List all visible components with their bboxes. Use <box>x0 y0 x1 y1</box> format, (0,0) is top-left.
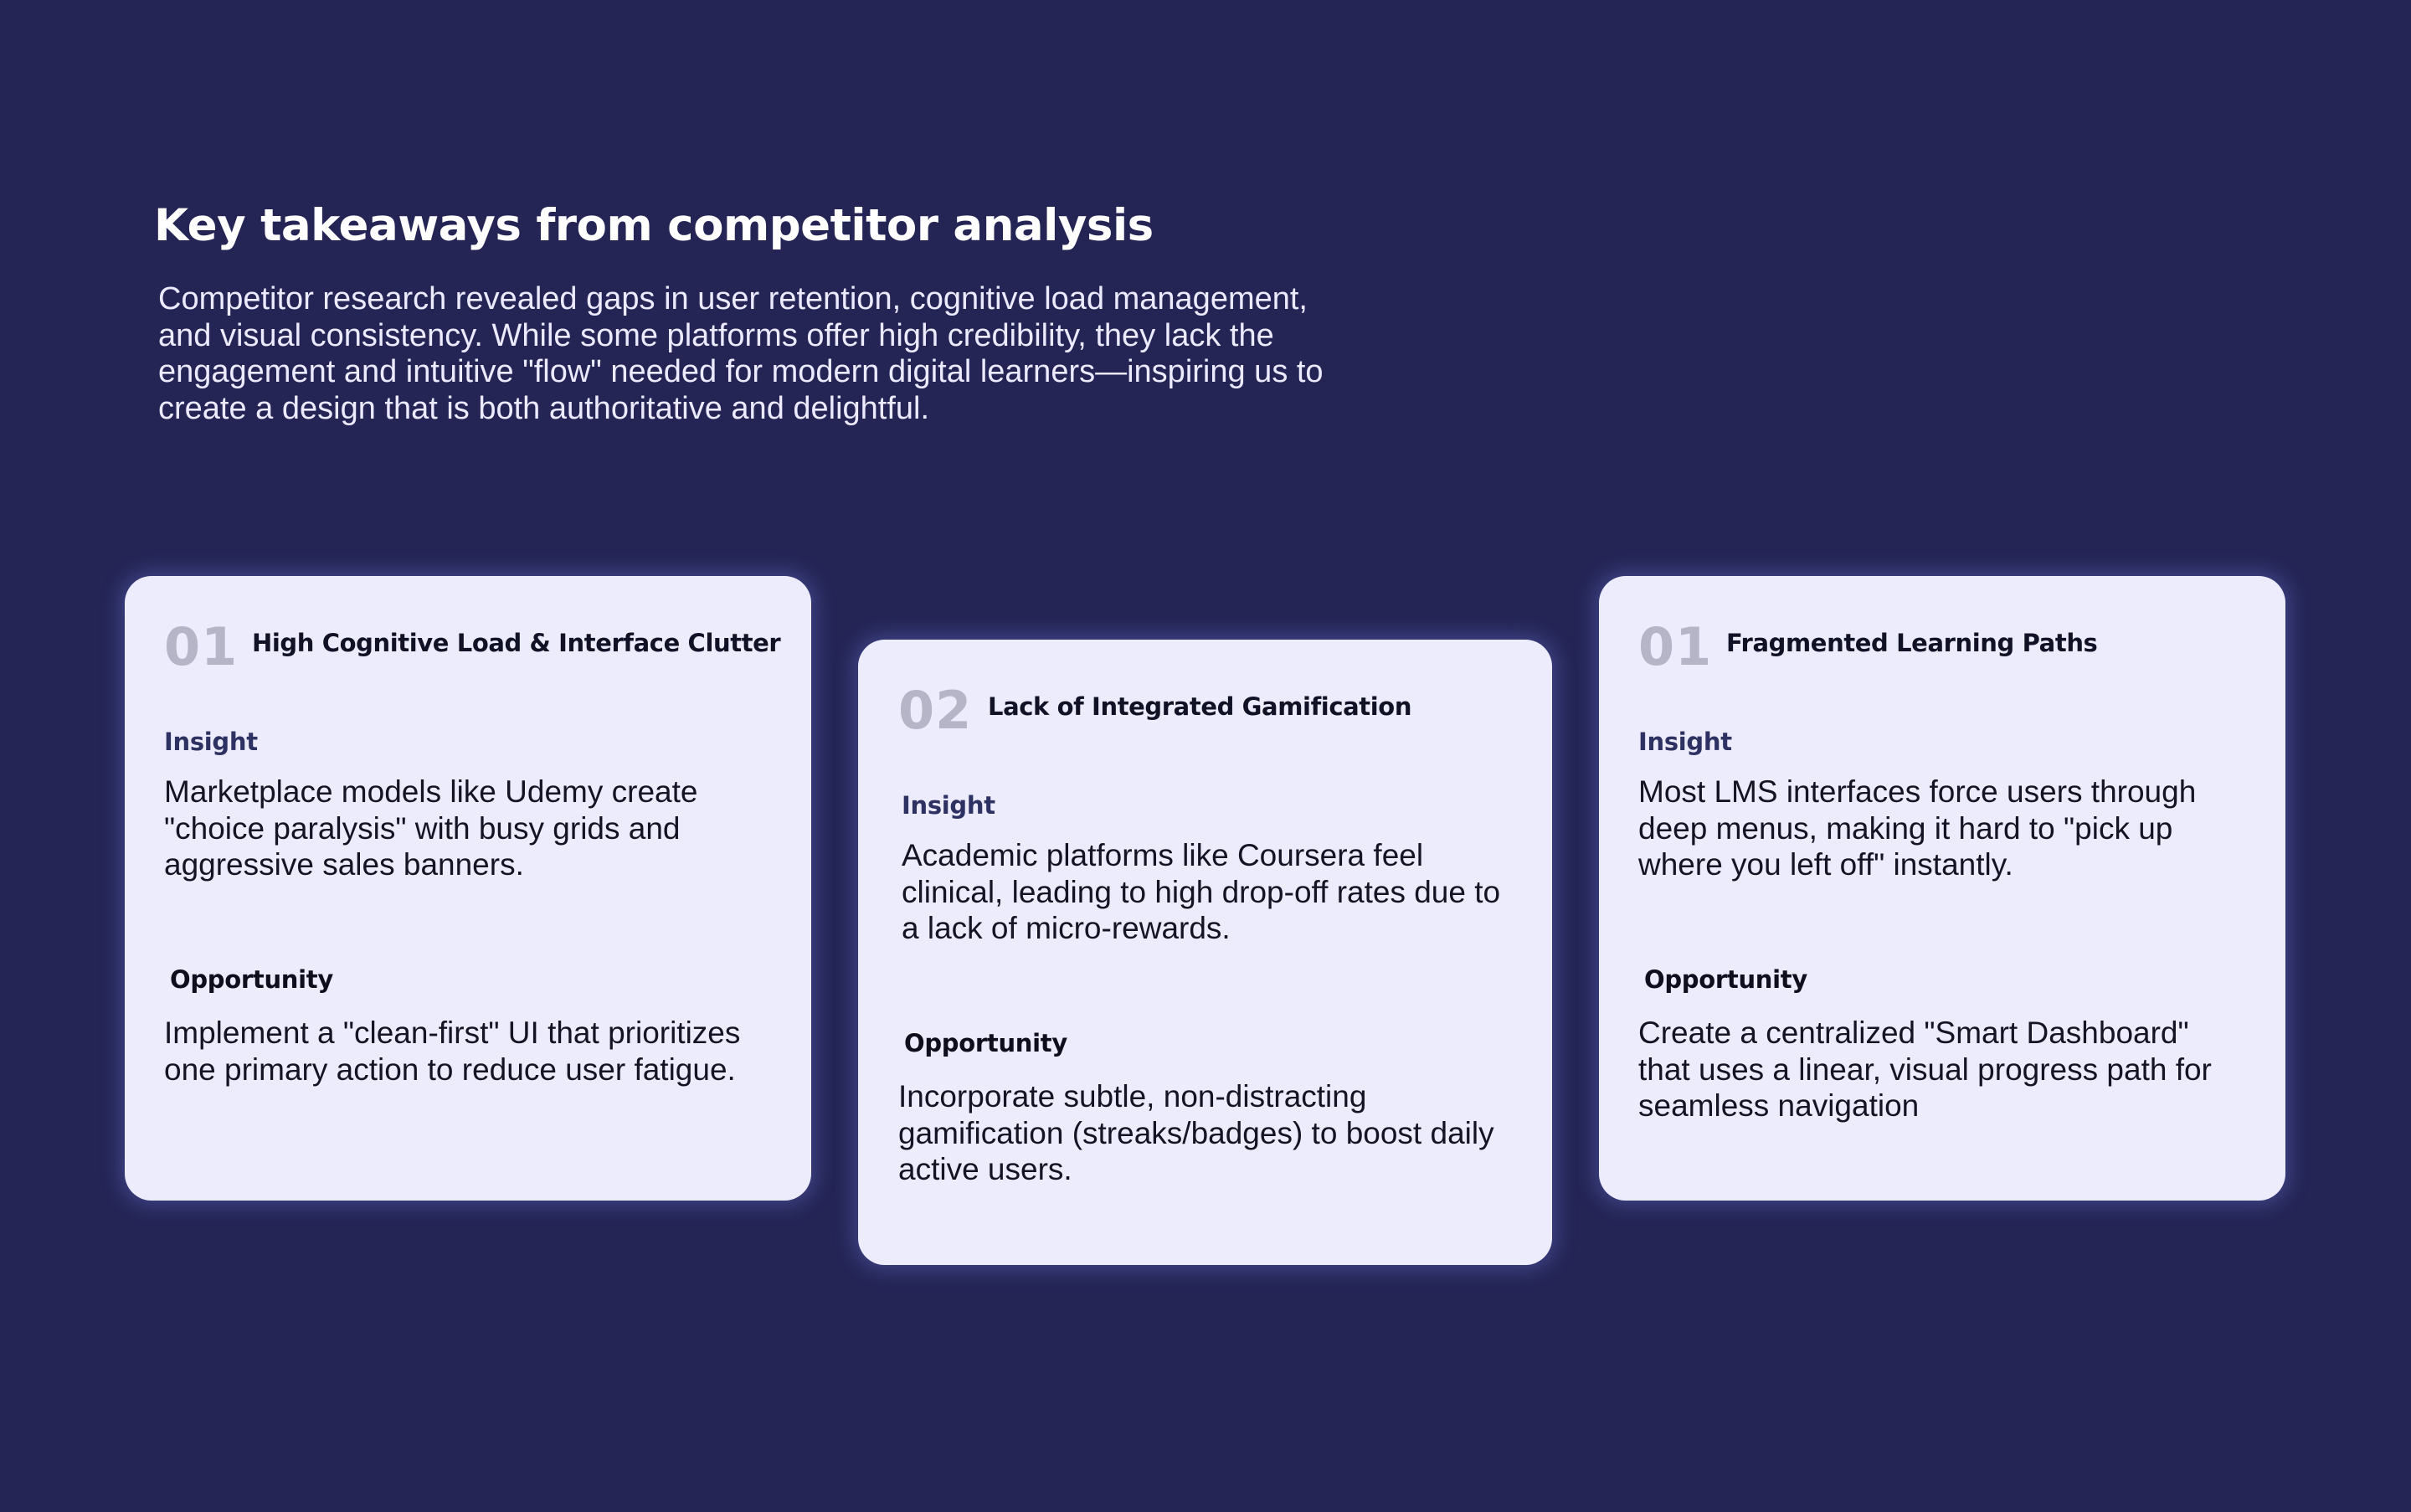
opportunity-label: Opportunity <box>170 965 333 994</box>
card-title: High Cognitive Load & Interface Clutter <box>252 629 781 657</box>
insight-text: Academic platforms like Coursera feel clinical, leading to high drop-off rates due to a lack of micro-rewards. <box>902 838 1501 945</box>
card-title: Fragmented Learning Paths <box>1726 629 2098 657</box>
opportunity-label: Opportunity <box>1644 965 1807 994</box>
insight-label: Insight <box>1638 728 1732 756</box>
card-number: 01 <box>164 616 239 677</box>
takeaway-card-2 <box>858 640 1552 1265</box>
opportunity-text: Create a centralized "Smart Dashboard" that uses a linear, visual progress path for seamless navigation <box>1638 1016 2212 1123</box>
opportunity-text: Incorporate subtle, non-distracting gamification (streaks/badges) to boost daily active users. <box>898 1079 1494 1186</box>
opportunity-text: Implement a "clean-first" UI that prioritizes one primary action to reduce user fatigue. <box>164 1016 741 1087</box>
opportunity-label: Opportunity <box>904 1029 1067 1057</box>
card-title: Lack of Integrated Gamification <box>988 692 1412 721</box>
insight-label: Insight <box>164 728 258 756</box>
insight-label: Insight <box>902 791 995 820</box>
insight-text: Most LMS interfaces force users through deep menus, making it hard to "pick up where you left off" instantly. <box>1638 774 2197 882</box>
takeaway-card-1 <box>125 576 811 1201</box>
takeaway-card-3 <box>1599 576 2285 1201</box>
card-number: 02 <box>898 680 973 741</box>
insight-text: Marketplace models like Udemy create "choice paralysis" with busy grids and aggressive sales banners. <box>164 774 698 882</box>
intro-paragraph: Competitor research revealed gaps in user retention, cognitive load management, and visual consistency. While some platforms offer high credibility, they lack the engagement and intuitive "flow" needed for modern digital learners—inspiring us to create a design that is both authoritative and delightful. <box>158 281 1324 426</box>
page-title: Key takeaways from competitor analysis <box>154 200 1154 251</box>
card-number: 01 <box>1638 616 1713 677</box>
